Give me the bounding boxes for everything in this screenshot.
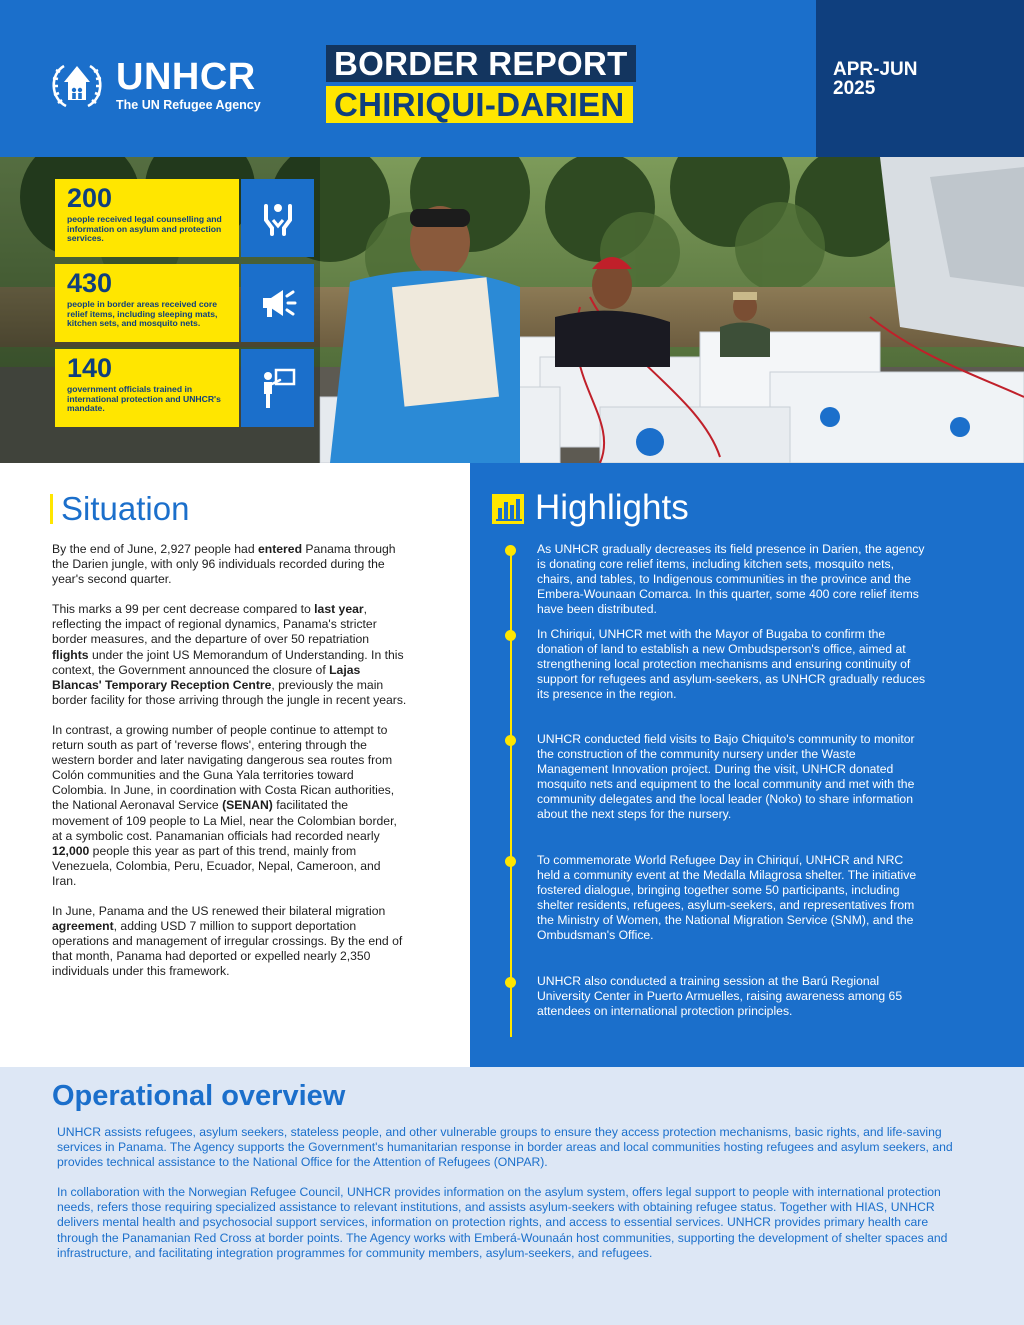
accent-bar: [50, 494, 53, 524]
highlight-item: UNHCR conducted field visits to Bajo Chiquito's community to monitor the construction of the community nursery under the Waste Management Innovation project. During the visit, UNHCR donated mosquito nets and equipment to the local community and met with the community delegates and the local leader (Noko) to share information about the next steps for the nursery.: [537, 732, 915, 822]
highlight-item: In Chiriqui, UNHCR met with the Mayor of Bugaba to confirm the donation of land to establish a new Ombudsperson's office, aimed at strengthening local protection mechanisms and ensuring continuity of support for refugees and asylum-seekers, as UNHCR gradually reduces its presence in the region.: [537, 627, 926, 702]
raised-hands-icon: [241, 179, 314, 257]
text-run: , reflecting the impact of regional dynamics, Panama's stricter border measures, and the departure of over 50 repatriation: [52, 602, 377, 647]
bold-run: Lajas Blancas' Temporary Reception Centre: [52, 662, 361, 692]
report-title: BORDER REPORT: [326, 45, 636, 82]
text-run: , previously the main border facility for those arriving through the jungle in recent years.: [52, 677, 407, 707]
unhcr-emblem-icon: [44, 52, 110, 118]
stat-card-legal-counselling: [55, 179, 239, 257]
bold-run: last year: [314, 602, 364, 617]
stat-description: people received legal counselling and information on asylum and protection services.: [67, 214, 222, 244]
stat-number: 200: [67, 183, 113, 213]
highlights-title: Highlights: [535, 488, 689, 527]
stat-number: 140: [67, 353, 113, 383]
org-name: UNHCR: [116, 56, 256, 98]
period-months: APR-JUN: [833, 59, 918, 80]
stat-description: people in border areas received core relief items, including sleeping mats, kitchen sets, and mosquito nets.: [67, 299, 218, 329]
bold-run: entered: [258, 542, 303, 556]
text-run: facilitated the movement of 109 people to La Miel, near the Colombian border, at a symbolic cost. Panamanian officials had recorded nearly: [52, 798, 397, 843]
situation-heading: [50, 490, 189, 528]
text-run: people this year as part of this trend, mainly from Venezuela, Colombia, Peru, Ecuador, Nepal, Cameroon, and Iran.: [52, 843, 381, 888]
timeline-dot: [505, 856, 516, 867]
presenter-board-icon: [241, 349, 314, 427]
timeline-dot: [505, 735, 516, 746]
stat-description: government officials trained in international protection and UNHCR's mandate.: [67, 384, 221, 414]
operational-overview-title: Operational overview: [52, 1080, 346, 1112]
bold-run: flights: [52, 647, 89, 662]
bold-run: agreement: [52, 919, 114, 934]
timeline-dot: [505, 630, 516, 641]
text-run: under the joint US Memorandum of Understanding. In this context, the Government announced the closure of: [52, 647, 404, 677]
bold-run: (SENAN): [222, 798, 273, 813]
timeline-dot: [505, 977, 516, 988]
situation-title: Situation: [61, 490, 190, 527]
report-subtitle: CHIRIQUI-DARIEN: [326, 86, 633, 123]
stat-number: 430: [67, 268, 113, 298]
situation-paragraph: [52, 723, 408, 889]
highlight-item: As UNHCR gradually decreases its field presence in Darien, the agency is donating core relief items, including kitchen sets, mosquito nets, chairs, and tables, to Indigenous communities in the province and the Embera-Wounaan Comarca. In this quarter, some 400 core relief items have been distributed.: [537, 542, 925, 617]
situation-body: [52, 542, 408, 994]
text-run: This marks a 99 per cent decrease compared to: [52, 602, 315, 617]
unhcr-logo[interactable]: [44, 52, 261, 118]
bold-run: 12,000: [52, 843, 90, 858]
text-run: Panama through the Darien jungle, with only 96 individuals recorded during the year's second quarter.: [52, 542, 396, 587]
stat-card-officials-trained: [55, 349, 239, 427]
overview-paragraph: UNHCR assists refugees, asylum seekers, stateless people, and other vulnerable groups to ensure they access protection mechanisms, basic rights, and life-saving services in Panama. The Agency supports the Government's humanitarian response in border areas and local communities hosting refugees and asylum seekers, and provides technical assistance to the National Office for the Attention of Refugees (ONPAR).: [57, 1125, 953, 1170]
megaphone-icon: [241, 264, 314, 342]
period-year: 2025: [833, 78, 876, 99]
text-run: , adding USD 7 million to support deportation operations and management of irregular crossings. By the end of that month, Panama had deported or expelled nearly 2,350 individuals under this framework.: [52, 919, 403, 979]
highlight-item: UNHCR also conducted a training session at the Barú Regional University Center in Puerto Armuelles, raising awareness among 65 attendees on international protection principles.: [537, 974, 903, 1019]
timeline-dot: [505, 545, 516, 556]
timeline-line: [510, 549, 512, 1037]
situation-paragraph: [52, 904, 408, 979]
report-period: [833, 60, 953, 98]
text-run: In contrast, a growing number of people continue to attempt to return south as part of 'reverse flows', entering through the western border and later navigating dangerous sea routes from Colón communities and the Guna Yala territories toward Colombia. In June, in coordination with Costa Rican authorities, the National Aeronaval Service: [52, 722, 395, 813]
org-tagline: The UN Refugee Agency: [116, 98, 261, 112]
situation-paragraph: [52, 602, 408, 708]
bar-chart-icon: [492, 494, 524, 524]
text-run: In June, Panama and the US renewed their bilateral migration: [52, 903, 386, 918]
situation-paragraph: [52, 542, 408, 587]
highlight-item: To commemorate World Refugee Day in Chiriquí, UNHCR and NRC held a community event at the Medalla Milagrosa shelter. The initiative fostered dialogue, bringing together some 50 participants, including shelter residents, refugees, asylum-seekers, and representatives from the Ministry of Women, the National Migration Service (SNM), and the Ombudsman's Office.: [537, 853, 917, 943]
text-run: By the end of June, 2,927 people had: [52, 542, 258, 556]
stat-card-relief-items: [55, 264, 239, 342]
operational-overview-body: [57, 1125, 962, 1276]
overview-paragraph: In collaboration with the Norwegian Refugee Council, UNHCR provides information on the asylum system, offers legal support to people with international protection needs, refers those requiring specialized assistance to relevant institutions, and assists asylum-seekers with obtaining refugee status. Together with HIAS, UNHCR delivers mental health and psychosocial support services, information on protection rights, and access to essential services. UNHCR provides primary health care through the Panamanian Red Cross at border points. The Agency works with Emberá-Wounaán host communities, supporting the development of shelter spaces and infrastructure, and facilitating integration programmes for community members, asylum-seekers, and refugees.: [57, 1185, 948, 1260]
